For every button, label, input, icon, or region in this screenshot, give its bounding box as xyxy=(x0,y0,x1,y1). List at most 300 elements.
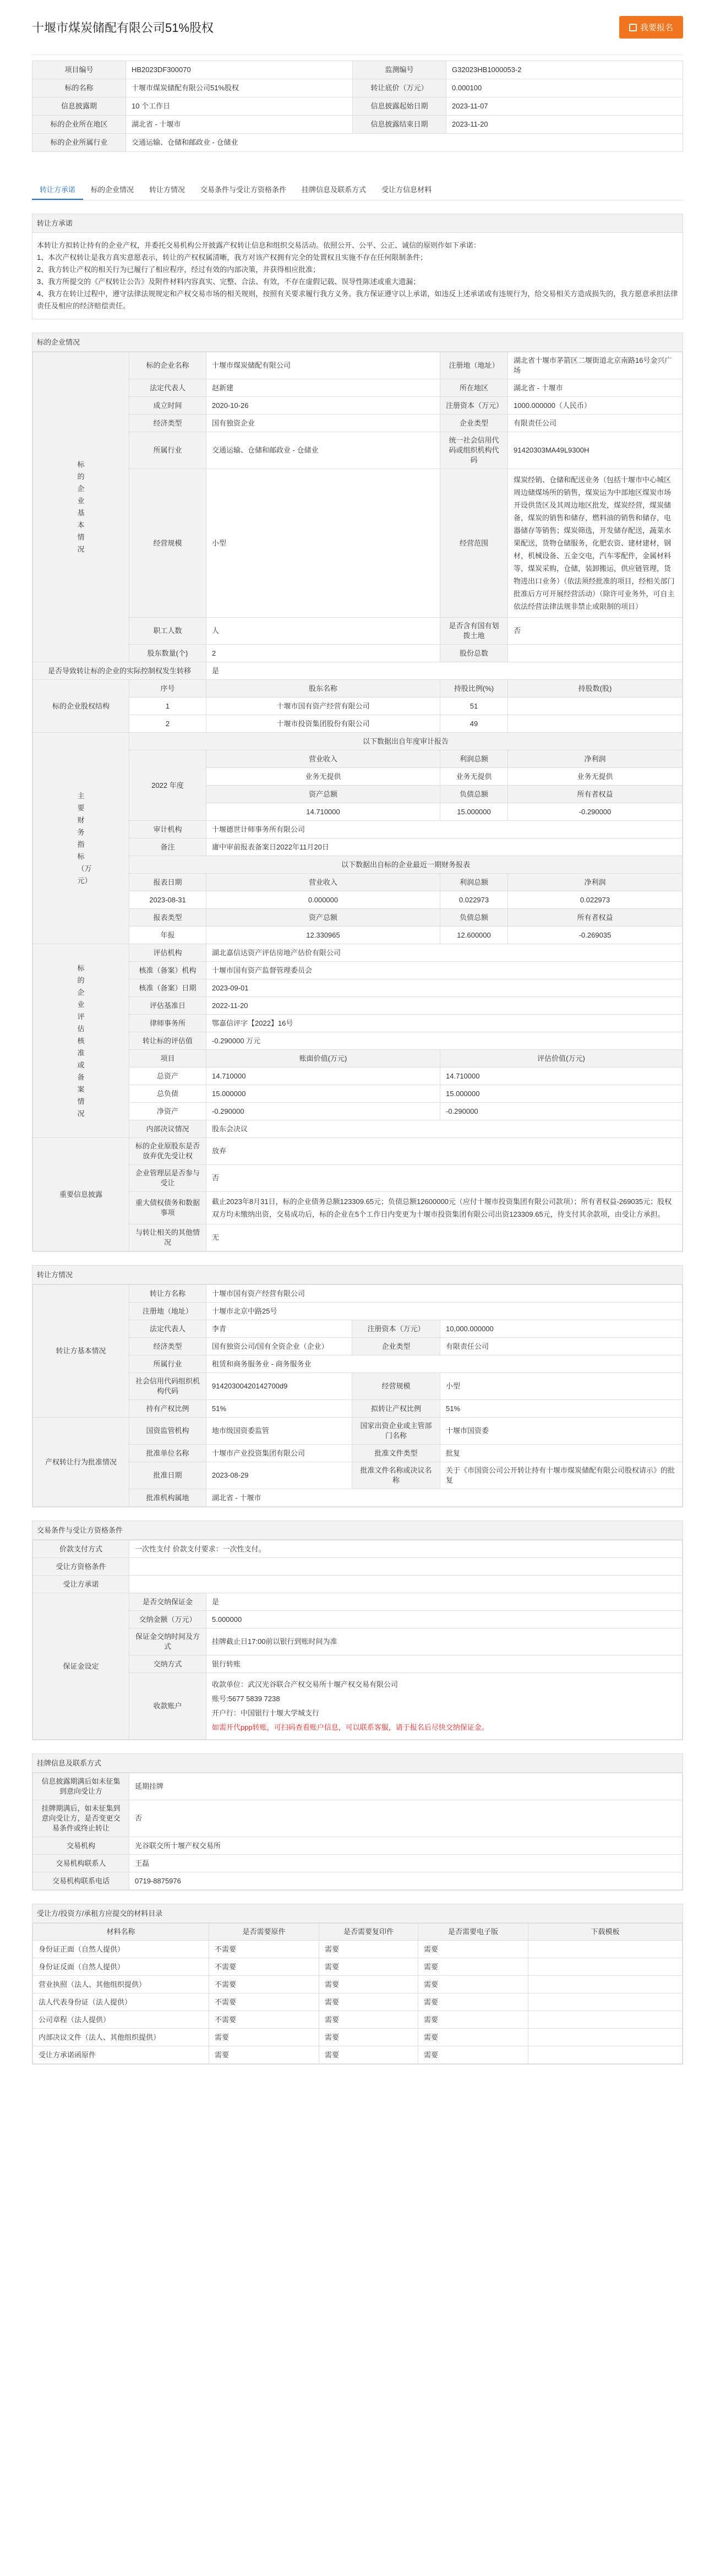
label: 企业类型 xyxy=(440,415,508,432)
fin-row xyxy=(33,1165,683,1192)
commitment-line: 2、我方转让产权的相关行为已履行了相应程序，经过有效的内部决策，并获得相应批准； xyxy=(37,265,320,274)
th: 所有者权益 xyxy=(508,909,683,927)
fin-row xyxy=(33,927,683,944)
seller-econ: 国有独资公司/国有全资企业（企业） xyxy=(206,1338,352,1355)
label: 标的企业原股东是否放弃优先受让权 xyxy=(129,1138,206,1165)
imp-value: 无 xyxy=(206,1224,683,1251)
material-cell: 受让方承诺函原件 xyxy=(33,2046,209,2064)
audit-org: 十堰德世计师事务所有限公司 xyxy=(206,821,683,838)
approval-side-label: 产权转让行为批准情况 xyxy=(33,1418,129,1507)
seller-scale: 小型 xyxy=(440,1373,683,1400)
info-label: 信息披露结束日期 xyxy=(353,116,446,134)
material-cell: 需要 xyxy=(319,1994,418,2011)
label: 批准单位名称 xyxy=(129,1445,206,1462)
deal-table xyxy=(32,1540,683,1740)
th: 利润总额 xyxy=(440,750,508,768)
val: 0.000000 xyxy=(206,891,440,909)
download-template[interactable] xyxy=(528,2046,683,2064)
material-cell: 需要 xyxy=(319,1958,418,1976)
info-label: 转让底价（万元） xyxy=(353,79,446,97)
fin-row xyxy=(33,1103,683,1120)
th: 负债总额 xyxy=(440,786,508,803)
holder-row xyxy=(33,715,683,733)
material-cell: 需要 xyxy=(418,1976,528,1994)
seller-commitment-section xyxy=(32,214,683,319)
seller-section xyxy=(32,1265,683,1507)
th: 持股数(股) xyxy=(508,680,683,698)
label: 评估基准日 xyxy=(129,997,206,1015)
fin-side-label: 主要财务指标（万元） xyxy=(33,733,129,944)
eval-value: 鄂嘉信评字【2022】16号 xyxy=(206,1015,683,1032)
material-cell: 不需要 xyxy=(209,1994,319,2011)
holder-ratio: 51 xyxy=(440,698,508,715)
important-side-label: 重要信息披露 xyxy=(33,1138,129,1251)
eval-assessed: 14.710000 xyxy=(440,1068,683,1085)
approver: 十堰市产业投资集团有限公司 xyxy=(206,1445,352,1462)
label: 批准日期 xyxy=(129,1462,206,1489)
label: 信息披露期满后如未征集到意向受让方 xyxy=(33,1773,129,1800)
sell-ratio: 51% xyxy=(440,1400,683,1418)
label: 核准（备案）日期 xyxy=(129,979,206,997)
fin-row xyxy=(33,979,683,997)
th: 营业收入 xyxy=(206,750,440,768)
label: 企业管理层是否参与受让 xyxy=(129,1165,206,1192)
holder-name: 十堰市国有资产经营有限公司 xyxy=(206,698,440,715)
change-conditions: 否 xyxy=(129,1800,683,1837)
val: -0.290000 xyxy=(508,803,683,821)
audit-title: 以下数据出自年度审计报告 xyxy=(129,733,683,750)
economic-type: 国有独资企业 xyxy=(206,415,440,432)
fin-row xyxy=(33,838,683,856)
label: 是否含有国有划拨土地 xyxy=(440,618,508,645)
material-cell: 法人代表身份证（法人提供） xyxy=(33,1994,209,2011)
materials-section xyxy=(32,1904,683,2065)
info-label: 标的企业所属行业 xyxy=(32,134,126,152)
material-row xyxy=(33,1976,683,1994)
seller-name: 十堰市国有资产经营有限公司 xyxy=(206,1285,683,1303)
info-value: 2023-11-07 xyxy=(446,97,683,116)
credit-code: 91420303MA49L9300H xyxy=(508,432,683,469)
val: -0.269035 xyxy=(508,927,683,944)
info-label: 信息披露期 xyxy=(32,97,126,116)
commitment-line: 3、我方所提交的《产权转让公告》及附件材料内容真实、完整、合法、有效，不存在虚假记载、误导性陈述或重大遗漏； xyxy=(37,277,421,286)
tab-0[interactable]: 转让方承诺 xyxy=(32,179,83,200)
info-row xyxy=(32,61,683,79)
target-company-table xyxy=(32,352,683,1251)
area: 湖北省 - 十堰市 xyxy=(508,379,683,397)
material-row xyxy=(33,2046,683,2064)
fin-row xyxy=(33,1224,683,1251)
th: 材料名称 xyxy=(33,1924,209,1941)
label: 股份总数 xyxy=(440,645,508,662)
material-cell: 需要 xyxy=(209,2029,319,2046)
label: 企业类型 xyxy=(352,1338,440,1355)
th: 报表日期 xyxy=(129,874,206,891)
info-label: 标的企业所在地区 xyxy=(32,116,126,134)
project-info-table xyxy=(32,61,683,152)
label: 核准（备案）机构 xyxy=(129,962,206,979)
download-template[interactable] xyxy=(528,1994,683,2011)
info-value: 湖北省 - 十堰市 xyxy=(126,116,353,134)
download-template[interactable] xyxy=(528,2029,683,2046)
deal-conditions-section xyxy=(32,1521,683,1740)
listing-table xyxy=(32,1773,683,1890)
val: 15.000000 xyxy=(440,803,508,821)
label: 股东数量(个) xyxy=(129,645,206,662)
business-scope: 煤炭经销、仓储和配送业务（包括十堰市中心城区周边储煤场所的销售，煤炭运为中部地区煤炭市场开设供货区及其周边地区批发，煤炭经营，煤炭储备，煤炭的销售和储存，燃料油的销售和储存，电器储存等销售；煤炭筛选，开发储存配送，蔬菜水果配送，货物仓储服务，化肥农资、建材建材，钢材，机械设备、五金交电，汽车零配件，金属材料等，煤炭采购，仓储，装卸搬运，供应链管理，货物进出口业务）（依法须经批准的项目，经相关部门批准后方可开展经营活动）（除许可业务外，可自主依法经营法律法规非禁止或限制的项目） xyxy=(508,469,683,618)
fin-row xyxy=(33,1015,683,1032)
shareholder-count: 2 xyxy=(206,645,440,662)
info-value: 2023-11-20 xyxy=(446,116,683,134)
seller-ratio: 51% xyxy=(206,1400,352,1418)
exchange-name: 光谷联交所十堰产权交易所 xyxy=(129,1837,683,1855)
no-buyer-policy: 延期挂牌 xyxy=(129,1773,683,1800)
material-row xyxy=(33,2029,683,2046)
material-cell: 需要 xyxy=(418,2011,528,2029)
company-type: 有限责任公司 xyxy=(508,415,683,432)
fin-row xyxy=(33,821,683,838)
val: 年报 xyxy=(129,927,206,944)
latest-title: 以下数据出自标的企业最近一期财务报表 xyxy=(129,856,683,874)
holder-row xyxy=(33,698,683,715)
label: 注册地（地址） xyxy=(129,1303,206,1320)
th: 资产总额 xyxy=(206,786,440,803)
commitment-text xyxy=(32,233,683,319)
tab-2[interactable]: 转让方情况 xyxy=(149,186,185,194)
material-cell: 需要 xyxy=(418,2046,528,2064)
material-cell: 需要 xyxy=(319,1941,418,1958)
label: 注册资本（万元） xyxy=(352,1320,440,1338)
fin-row xyxy=(33,1120,683,1138)
label: 经营规模 xyxy=(352,1373,440,1400)
eval-org: 湖北嘉信达资产评估房地产估价有限公司 xyxy=(206,944,683,962)
header xyxy=(32,0,683,55)
info-value: G32023HB1000053-2 xyxy=(446,61,683,79)
label: 是否导致转让标的企业的实际控制权发生转移 xyxy=(33,662,206,680)
th: 净利润 xyxy=(508,750,683,768)
deposit-amount: 5.000000 xyxy=(206,1611,683,1629)
deposit-way: 银行转账 xyxy=(206,1655,683,1673)
commitment-line: 4、我方在转让过程中，遵守法律法规规定和产权交易市场的相关规则，按照有关要求履行我方义务。我方保证遵守以上承诺，如违反上述承诺或有违规行为，给交易相关方造成损失的，我方愿意承担法律责任及相应的经济赔偿责任。 xyxy=(37,290,678,310)
eval-item: 总负债 xyxy=(129,1085,206,1103)
imp-value: 截止2023年8月31日，标的企业债务总额123309.65元；负债总额12600000元（应付十堰市投资集团有限公司款项）；所有者权益-269035元；股权双方均未缴纳出资，交易成功后，标的企业在5个工作日内变更为十堰市投资集团有限公司出资123309.65元，待支付其余款项，由受让方承担。 xyxy=(206,1192,683,1224)
eval-book: 14.710000 xyxy=(206,1068,440,1085)
section-title: 标的企业情况 xyxy=(32,333,683,352)
material-cell: 营业执照（法人、其他组织提供） xyxy=(33,1976,209,1994)
seller-industry: 租赁和商务服务业 - 商务服务业 xyxy=(206,1355,683,1373)
fin-row xyxy=(33,1138,683,1165)
material-cell: 需要 xyxy=(319,2029,418,2046)
val: 业务无提供 xyxy=(440,768,508,786)
commitment-line: 1、本次产权转让是我方真实意愿表示，转让的产权权属清晰，我方对该产权拥有完全的处置权且实施不存在任何限制条件； xyxy=(37,253,428,262)
material-cell: 需要 xyxy=(418,2029,528,2046)
label: 受让方承诺 xyxy=(33,1576,129,1593)
label: 交纳金额（万元） xyxy=(129,1611,206,1629)
fin-row xyxy=(33,1050,683,1068)
label: 批准机构属地 xyxy=(129,1489,206,1507)
label: 法定代表人 xyxy=(129,379,206,397)
label: 挂牌期满后，如未征集到意向受让方，是否变更交易条件或终止转让 xyxy=(33,1800,129,1837)
label: 社会信用代码组织机构代码 xyxy=(129,1373,206,1400)
fin-row xyxy=(33,909,683,927)
label: 标的企业名称 xyxy=(129,352,206,379)
val: 0.022973 xyxy=(440,891,508,909)
deposit-account: 收款单位：武汉光谷联合产权交易所十堰产权交易有限公司 账号:5677 5839 7238 开户行：中国银行十堰大学城支行 如需开代ppp转账，可扫码查看账户信息，可以联系客服，请于报名后尽快交纳保证金。 xyxy=(206,1673,683,1740)
th: 是否需要电子版 xyxy=(418,1924,528,1941)
material-cell: 需要 xyxy=(319,2046,418,2064)
buyer-conditions xyxy=(129,1558,683,1576)
label: 交易机构 xyxy=(33,1837,129,1855)
th: 所有者权益 xyxy=(508,786,683,803)
fin-row xyxy=(33,997,683,1015)
th: 账面价值(万元) xyxy=(206,1050,440,1068)
section-title: 挂牌信息及联系方式 xyxy=(32,1754,683,1773)
imp-value: 否 xyxy=(206,1165,683,1192)
commitment-line: 本转让方拟转让持有的企业产权，并委托交易机构公开披露产权转让信息和组织交易活动。依照公开、公平、公正、诚信的原则作如下承诺： xyxy=(37,241,481,249)
label: 国资监管机构 xyxy=(129,1418,206,1445)
audit-year: 2022 年度 xyxy=(129,750,206,821)
label: 注册地（地址） xyxy=(440,352,508,379)
material-cell: 需要 xyxy=(418,1994,528,2011)
label: 转让标的评估值 xyxy=(129,1032,206,1050)
material-cell: 需要 xyxy=(209,2046,319,2064)
seller-address: 十堰市北京中路25号 xyxy=(206,1303,683,1320)
label: 价款支付方式 xyxy=(33,1540,129,1558)
eval-item: 总资产 xyxy=(129,1068,206,1085)
info-row xyxy=(32,134,683,152)
label: 重大债权债务和数据事项 xyxy=(129,1192,206,1224)
label: 与转让相关的其他情况 xyxy=(129,1224,206,1251)
val: 2023-08-31 xyxy=(129,891,206,909)
seller-type: 有限责任公司 xyxy=(440,1338,683,1355)
label: 交纳方式 xyxy=(129,1655,206,1673)
listing-section xyxy=(32,1753,683,1891)
material-row xyxy=(33,1994,683,2011)
label: 律师事务所 xyxy=(129,1015,206,1032)
fin-row xyxy=(33,1085,683,1103)
val: 业务无提供 xyxy=(508,768,683,786)
eval-value: -0.290000 万元 xyxy=(206,1032,683,1050)
eval-assessed: -0.290000 xyxy=(440,1103,683,1120)
info-value: 10 个工作日 xyxy=(126,97,353,116)
tab-5[interactable]: 受让方信息材料 xyxy=(381,186,432,194)
eval-book: 15.000000 xyxy=(206,1085,440,1103)
label: 保证金交纳时间及方式 xyxy=(129,1629,206,1655)
eval-value: 2023-09-01 xyxy=(206,979,683,997)
holders-side-label: 标的企业股权结构 xyxy=(33,680,129,733)
label: 国家出资企业或主管部门名称 xyxy=(352,1418,440,1445)
deposit-side-label: 保证金设定 xyxy=(33,1593,129,1740)
material-cell: 需要 xyxy=(319,2011,418,2029)
eval-book: -0.290000 xyxy=(206,1103,440,1120)
eval-value: 2022-11-20 xyxy=(206,997,683,1015)
val: 12.330965 xyxy=(206,927,440,944)
founded-date: 2020-10-26 xyxy=(206,397,440,415)
fin-row xyxy=(33,874,683,891)
label: 批准文件类型 xyxy=(352,1445,440,1462)
sign-up-label: 我要报名 xyxy=(640,23,673,32)
section-title: 受让方/投资方/承租方应提交的材料目录 xyxy=(32,1904,683,1923)
th: 利润总额 xyxy=(440,874,508,891)
label: 经营规模 xyxy=(129,469,206,618)
fin-row xyxy=(33,750,683,768)
material-cell: 内部决议文件（法人、其他组织提供） xyxy=(33,2029,209,2046)
holder-shares xyxy=(508,698,683,715)
label: 所在地区 xyxy=(440,379,508,397)
control-transfer: 是 xyxy=(206,662,683,680)
section-title: 转让方情况 xyxy=(32,1266,683,1284)
regulator: 地市级国资委监管 xyxy=(206,1418,352,1445)
download-template[interactable] xyxy=(528,1958,683,1976)
company-address: 湖北省十堰市茅箭区二堰街道北京南路16号金兴广场 xyxy=(508,352,683,379)
label: 经营范围 xyxy=(440,469,508,618)
download-template[interactable] xyxy=(528,1976,683,1994)
tab-3[interactable]: 交易条件与受让方资格条件 xyxy=(200,186,287,194)
company-name: 十堰市煤炭储配有限公司 xyxy=(206,352,440,379)
state-land: 否 xyxy=(508,618,683,645)
material-row xyxy=(33,1941,683,1958)
material-cell: 需要 xyxy=(418,1941,528,1958)
seller-capital: 10,000.000000 xyxy=(440,1320,683,1338)
scale: 小型 xyxy=(206,469,440,618)
info-row xyxy=(32,79,683,97)
val: 12.600000 xyxy=(440,927,508,944)
th: 评估价值(万元) xyxy=(440,1050,683,1068)
holder-name: 十堰市投资集团股份有限公司 xyxy=(206,715,440,733)
eval-item: 净资产 xyxy=(129,1103,206,1120)
approval-region: 湖北省 - 十堰市 xyxy=(206,1489,683,1507)
label: 审计机构 xyxy=(129,821,206,838)
info-row xyxy=(32,97,683,116)
th: 序号 xyxy=(129,680,206,698)
doc-type: 批复 xyxy=(440,1445,683,1462)
material-row xyxy=(33,2011,683,2029)
val: 0.022973 xyxy=(508,891,683,909)
th: 持股比例(%) xyxy=(440,680,508,698)
sign-up-button[interactable] xyxy=(619,16,683,39)
approval-doc: 关于《市国资公司公开转让持有十堰市煤炭储配有限公司股权请示》的批复 xyxy=(440,1462,683,1489)
deposit-time: 挂牌截止日17:00前以银行到账时间为准 xyxy=(206,1629,683,1655)
belong-org: 十堰市国资委 xyxy=(440,1418,683,1445)
holder-ratio: 49 xyxy=(440,715,508,733)
section-title: 交易条件与受让方资格条件 xyxy=(32,1521,683,1540)
info-value: 十堰市煤炭储配有限公司51%股权 xyxy=(126,79,353,97)
material-row xyxy=(33,1958,683,1976)
contact-phone: 0719-8875976 xyxy=(129,1872,683,1890)
holder-no: 1 xyxy=(129,698,206,715)
material-cell: 公司章程（法人提供） xyxy=(33,2011,209,2029)
seller-code: 91420300420142700d9 xyxy=(206,1373,352,1400)
label: 交易机构联系电话 xyxy=(33,1872,129,1890)
label: 内部决议情况 xyxy=(129,1120,206,1138)
material-cell: 不需要 xyxy=(209,1958,319,1976)
fin-row xyxy=(33,1068,683,1085)
th: 负债总额 xyxy=(440,909,508,927)
contact-person: 王磊 xyxy=(129,1855,683,1872)
label: 评估机构 xyxy=(129,944,206,962)
th: 是否需要原件 xyxy=(209,1924,319,1941)
label: 是否交纳保证金 xyxy=(129,1593,206,1611)
th: 是否需要复印件 xyxy=(319,1924,418,1941)
buyer-commitment xyxy=(129,1576,683,1593)
label: 职工人数 xyxy=(129,618,206,645)
approval-date: 2023-08-29 xyxy=(206,1462,352,1489)
seller-side-label: 转让方基本情况 xyxy=(33,1285,129,1418)
val: 14.710000 xyxy=(206,803,440,821)
info-value: 交通运输、仓储和邮政业 - 仓储业 xyxy=(126,134,683,152)
th: 资产总额 xyxy=(206,909,440,927)
tab-4[interactable]: 挂牌信息及联系方式 xyxy=(302,186,367,194)
target-company-section xyxy=(32,333,683,1252)
th: 股东名称 xyxy=(206,680,440,698)
info-label: 标的名称 xyxy=(32,79,126,97)
legal-rep: 赵新建 xyxy=(206,379,440,397)
info-value: HB2023DF300070 xyxy=(126,61,353,79)
payment-method: 一次性支付 价款支付要求：一次性支付。 xyxy=(129,1540,683,1558)
label: 经济类型 xyxy=(129,1338,206,1355)
deposit-required: 是 xyxy=(206,1593,683,1611)
seller-table xyxy=(32,1284,683,1507)
label: 收款账户 xyxy=(129,1673,206,1740)
material-cell: 需要 xyxy=(319,1976,418,1994)
label: 所属行业 xyxy=(129,432,206,469)
label: 经济类型 xyxy=(129,415,206,432)
material-cell: 身份证反面（自然人提供） xyxy=(33,1958,209,1976)
eval-value: 十堰市国有资产监督管理委员会 xyxy=(206,962,683,979)
label: 备注 xyxy=(129,838,206,856)
holder-no: 2 xyxy=(129,715,206,733)
label: 批准文件名称或决议名称 xyxy=(352,1462,440,1489)
industry: 交通运输、仓储和邮政业 - 仓储业 xyxy=(206,432,440,469)
reg-capital: 1000.000000（人民币） xyxy=(508,397,683,415)
download-template[interactable] xyxy=(528,1941,683,1958)
total-shares xyxy=(508,645,683,662)
imp-value: 放弃 xyxy=(206,1138,683,1165)
fin-row xyxy=(33,1192,683,1224)
th: 报表类型 xyxy=(129,909,206,927)
material-cell: 不需要 xyxy=(209,1941,319,1958)
edit-icon xyxy=(629,24,637,31)
label: 受让方资格条件 xyxy=(33,1558,129,1576)
tab-1[interactable]: 标的企业情况 xyxy=(91,186,134,194)
download-template[interactable] xyxy=(528,2011,683,2029)
label: 交易机构联系人 xyxy=(33,1855,129,1872)
audit-note: 庸中审前报表备案日2022年11月20日 xyxy=(206,838,683,856)
th: 净利润 xyxy=(508,874,683,891)
inner-decision: 股东会决议 xyxy=(206,1120,683,1138)
section-title: 转让方承诺 xyxy=(32,214,683,233)
label: 持有产权比例 xyxy=(129,1400,206,1418)
staff-count: 人 xyxy=(206,618,440,645)
label: 转让方名称 xyxy=(129,1285,206,1303)
label: 拟转让产权比例 xyxy=(352,1400,440,1418)
th: 下载模板 xyxy=(528,1924,683,1941)
material-cell: 不需要 xyxy=(209,2011,319,2029)
info-row xyxy=(32,116,683,134)
material-cell: 身份证正面（自然人提供） xyxy=(33,1941,209,1958)
holders-head xyxy=(33,680,683,698)
label: 统一社会信用代码或组织机构代码 xyxy=(440,432,508,469)
label: 所属行业 xyxy=(129,1355,206,1373)
fin-row xyxy=(33,856,683,874)
material-cell: 不需要 xyxy=(209,1976,319,1994)
target-side-label: 标的企业基本情况 xyxy=(33,352,129,662)
page-title: 十堰市煤炭储配有限公司51%股权 xyxy=(32,21,214,35)
tab-bar xyxy=(32,179,683,200)
materials-table xyxy=(32,1923,683,2064)
seller-rep: 李青 xyxy=(206,1320,352,1338)
holder-shares xyxy=(508,715,683,733)
